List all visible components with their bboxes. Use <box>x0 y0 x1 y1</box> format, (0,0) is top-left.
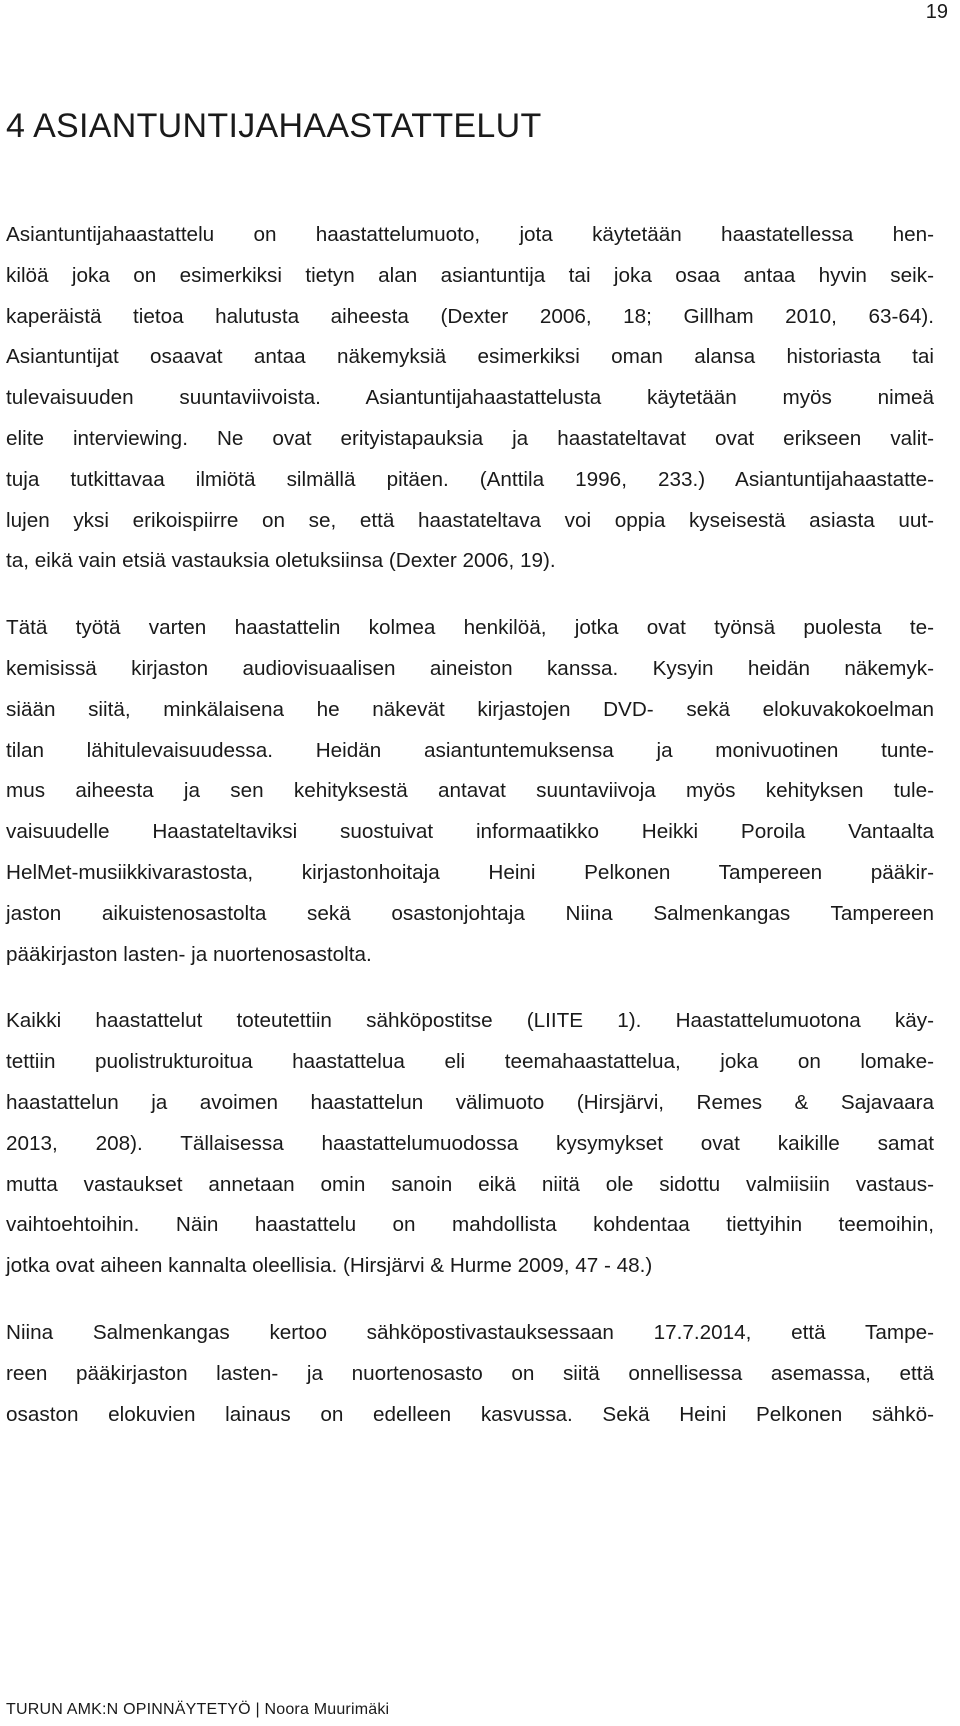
text-line: haastattelun ja avoimen haastattelun välimuoto (Hirsjärvi, Remes & Sajavaara <box>6 1090 934 1114</box>
text-line: kilöä joka on esimerkiksi tietyn alan asiantuntija tai joka osaa antaa hyvin seik- <box>6 263 934 287</box>
text-line: tilan lähitulevaisuudessa. Heidän asiantuntemuksensa ja monivuotinen tunte- <box>6 738 934 762</box>
text-line: kaperäistä tietoa halutusta aiheesta (Dexter 2006, 18; Gillham 2010, 63-64). <box>6 304 934 328</box>
text-line: elite interviewing. Ne ovat erityistapauksia ja haastateltavat ovat erikseen valit- <box>6 426 934 450</box>
text-line: pääkirjaston lasten- ja nuortenosastolta. <box>6 942 372 966</box>
text-line: 2013, 208). Tällaisessa haastattelumuodossa kysymykset ovat kaikille samat <box>6 1131 934 1155</box>
paragraph-expert-interview-definition <box>6 215 934 582</box>
text-line: reen pääkirjaston lasten- ja nuortenosasto on siitä onnellisessa asemassa, että <box>6 1361 934 1385</box>
text-line: tettiin puolistrukturoitua haastattelua eli teemahaastattelua, joka on lomake- <box>6 1050 934 1074</box>
text-line: mus aiheesta ja sen kehityksestä antavat suuntaviivoja myös kehityksen tule- <box>6 779 934 803</box>
text-line: siään siitä, minkälaisena he näkevät kirjastojen DVD- sekä elokuvakokoelman <box>6 697 934 721</box>
footer: TURUN AMK:N OPINNÄYTETYÖ | Noora Muurimäki <box>6 1701 390 1718</box>
text-line: osaston elokuvien lainaus on edelleen kasvussa. Sekä Heini Pelkonen sähkö- <box>6 1402 934 1426</box>
text-line: kemisissä kirjaston audiovisuaalisen aineiston kanssa. Kysyin heidän näkemyk- <box>6 656 934 680</box>
paragraph-interviewees <box>6 608 934 975</box>
text-line: jotka ovat aiheen kannalta oleellisia. (Hirsjärvi & Hurme 2009, 47 - 48.) <box>6 1254 653 1278</box>
chapter-title: 4 ASIANTUNTIJAHAASTATTELUT <box>6 107 542 145</box>
text-line: Tätä työtä varten haastattelin kolmea henkilöä, jotka ovat työnsä puolesta te- <box>6 616 934 640</box>
text-line: Kaikki haastattelut toteutettiin sähköpostitse (LIITE 1). Haastattelumuotona käy- <box>6 1009 934 1033</box>
text-line: vaisuudelle Haastateltaviksi suostuivat informaatikko Heikki Poroila Vantaalta <box>6 820 934 844</box>
text-line: Asiantuntijahaastattelu on haastattelumuoto, jota käytetään haastatellessa hen- <box>6 223 934 246</box>
text-line: HelMet-musiikkivarastosta, kirjastonhoitaja Heini Pelkonen Tampereen pääkir- <box>6 860 934 884</box>
text-line: vaihtoehtoihin. Näin haastattelu on mahdollista kohdentaa tiettyihin teemoihin, <box>6 1213 934 1237</box>
paragraph-interview-method <box>6 1001 934 1287</box>
text-line: Niina Salmenkangas kertoo sähköpostivastauksessaan 17.7.2014, että Tampe- <box>6 1320 934 1344</box>
text-line: mutta vastaukset annetaan omin sanoin eikä niitä ole sidottu valmiisiin vastaus- <box>6 1172 934 1196</box>
body-text <box>6 215 934 1461</box>
text-line: jaston aikuistenosastolta sekä osastonjohtaja Niina Salmenkangas Tampereen <box>6 901 934 925</box>
text-line: ta, eikä vain etsiä vastauksia oletuksiinsa (Dexter 2006, 19). <box>6 549 556 573</box>
paragraph-salmenkangas <box>6 1313 934 1435</box>
page-number: 19 <box>925 1 948 23</box>
text-line: tulevaisuuden suuntaviivoista. Asiantuntijahaastattelusta käytetään myös nimeä <box>6 386 934 410</box>
text-line: lujen yksi erikoispiirre on se, että haastateltava voi oppia kyseisestä asiasta uut- <box>6 508 934 532</box>
text-line: Asiantuntijat osaavat antaa näkemyksiä esimerkiksi oman alansa historiasta tai <box>6 345 934 369</box>
text-line: tuja tutkittavaa ilmiötä silmällä pitäen. (Anttila 1996, 233.) Asiantuntijahaastatte- <box>6 467 934 491</box>
